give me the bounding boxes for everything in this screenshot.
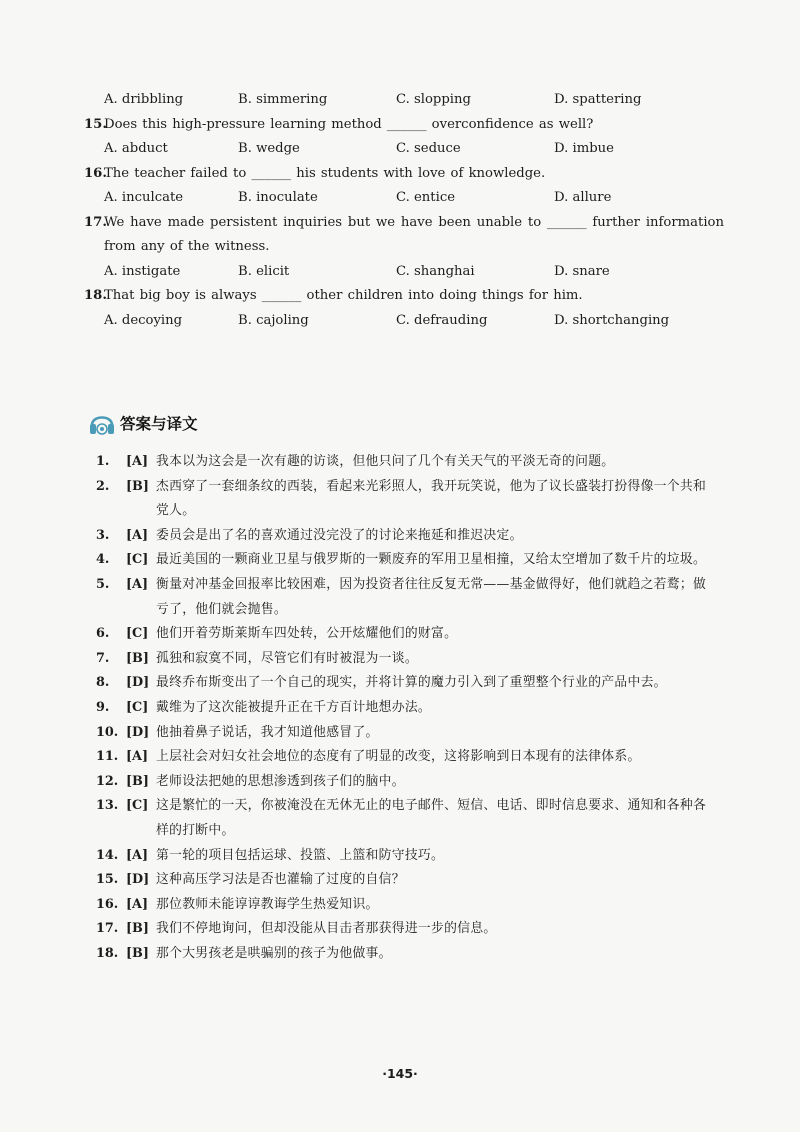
option-d: D. shortchanging <box>554 312 670 328</box>
question-16 <box>84 162 724 187</box>
answer-number: 12. <box>96 773 119 789</box>
page-number: ·145· <box>382 1066 418 1081</box>
answer-number: 6. <box>96 626 110 642</box>
answer-item <box>96 671 716 696</box>
question-stem: Does this high-pressure learning method ______ overconfidence as well? <box>104 116 594 132</box>
answer-translation: 我本以为这会是一次有趣的访谈，但他只问了几个有关天气的平淡无奇的问题。 <box>156 454 615 469</box>
answer-key: [A] <box>126 896 149 912</box>
answer-item <box>96 844 716 869</box>
answer-item <box>96 475 716 524</box>
answer-key: [C] <box>126 626 149 642</box>
exercise-questions <box>84 88 724 333</box>
option-b: B. inoculate <box>238 190 318 205</box>
question-stem: The teacher failed to ______ his students with love of knowledge. <box>104 165 546 181</box>
question-17-options <box>84 260 724 285</box>
question-18 <box>84 284 724 309</box>
answer-number: 2. <box>96 478 110 494</box>
answer-translation: 老师设法把她的思想渗透到孩子们的脑中。 <box>156 773 405 789</box>
answer-number: 16. <box>96 896 119 912</box>
answer-key: [A] <box>126 527 149 543</box>
answer-number: 10. <box>96 724 119 740</box>
answer-item <box>96 647 716 672</box>
headphones-icon <box>88 408 116 438</box>
answer-key: [B] <box>126 773 149 789</box>
answer-item <box>96 868 716 893</box>
option-d: D. spattering <box>554 92 642 107</box>
option-c: C. slopping <box>396 92 471 107</box>
question-stem: That big boy is always ______ other children into doing things for him. <box>104 288 583 303</box>
option-d: D. allure <box>554 190 612 205</box>
answer-key: [B] <box>126 478 149 494</box>
answer-item <box>96 770 716 795</box>
answer-key: [D] <box>126 675 150 691</box>
option-a: A. inculcate <box>104 190 184 205</box>
answer-translation: 最终乔布斯变出了一个自己的现实，并将计算的魔力引入到了重塑整个行业的产品中去。 <box>156 675 667 691</box>
answer-translation: 孤独和寂寞不同，尽管它们有时被混为一谈。 <box>156 650 418 666</box>
answer-number: 17. <box>96 921 119 937</box>
answer-number: 1. <box>96 454 110 469</box>
answer-key: [A] <box>126 749 149 765</box>
answer-translation: 这是繁忙的一天，你被淹没在无休无止的电子邮件、短信、电话、即时信息要求、通知和各种各样的打断中。 <box>156 798 707 838</box>
question-number: 16. <box>84 165 107 181</box>
answer-key: [C] <box>126 798 149 814</box>
option-a: A. dribbling <box>104 92 184 107</box>
answer-key: [B] <box>126 945 149 961</box>
answer-number: 15. <box>96 872 119 888</box>
answer-translation: 那个大男孩老是哄骗别的孩子为他做事。 <box>156 945 392 961</box>
answer-item <box>96 721 716 746</box>
question-15 <box>84 113 724 138</box>
answer-key: [A] <box>126 847 149 863</box>
answer-number: 3. <box>96 527 110 543</box>
answer-number: 9. <box>96 699 110 715</box>
answer-number: 4. <box>96 552 110 568</box>
question-number: 15. <box>84 116 107 132</box>
question-stem: We have made persistent inquiries but we have been unable to ______ further information from any of the witness. <box>104 214 724 254</box>
answer-item <box>96 622 716 647</box>
answer-translation: 戴维为了这次能被提升正在千方百计地想办法。 <box>156 699 432 715</box>
answer-translation: 衡量对冲基金回报率比较困难，因为投资者往往反复无常——基金做得好，他们就趋之若鹜；做亏了，他们就会抛售。 <box>156 576 707 617</box>
option-d: D. imbue <box>554 141 614 156</box>
answer-number: 11. <box>96 749 119 765</box>
question-17 <box>84 211 724 260</box>
question-number: 17. <box>84 214 107 230</box>
option-d: D. snare <box>554 263 610 279</box>
answer-key: [B] <box>126 650 149 666</box>
option-b: B. cajoling <box>238 312 309 328</box>
answer-list <box>96 450 716 966</box>
answer-item <box>96 450 716 475</box>
answer-translation: 杰西穿了一套细条纹的西装，看起来光彩照人，我开玩笑说，他为了议长盛装打扮得像一个共和党人。 <box>156 478 707 519</box>
answer-item <box>96 573 716 622</box>
answer-item <box>96 745 716 770</box>
answer-translation: 第一轮的项目包括运球、投篮、上篮和防守技巧。 <box>156 847 445 863</box>
question-14-options <box>84 88 724 113</box>
option-b: B. simmering <box>238 92 328 107</box>
answer-translation: 他们开着劳斯莱斯车四处转，公开炫耀他们的财富。 <box>156 626 458 642</box>
answer-number: 14. <box>96 847 119 863</box>
option-c: C. seduce <box>396 141 461 156</box>
answer-item <box>96 548 716 573</box>
question-16-options <box>84 186 724 211</box>
answer-key: [C] <box>126 552 149 568</box>
question-number: 18. <box>84 288 107 303</box>
answer-number: 7. <box>96 650 110 666</box>
answer-item <box>96 794 716 843</box>
option-a: A. instigate <box>104 263 181 279</box>
option-c: C. entice <box>396 190 456 205</box>
option-b: B. wedge <box>238 141 300 156</box>
answer-item <box>96 917 716 942</box>
answer-item <box>96 942 716 967</box>
option-c: C. shanghai <box>396 263 475 279</box>
question-18-options <box>84 309 724 334</box>
answer-key: [A] <box>126 576 149 592</box>
question-15-options <box>84 137 724 162</box>
answer-number: 8. <box>96 675 110 691</box>
answer-translation: 这种高压学习法是否也灌输了过度的自信？ <box>156 872 405 888</box>
answer-key: [A] <box>126 454 149 469</box>
option-a: A. abduct <box>104 141 168 156</box>
option-a: A. decoying <box>104 312 183 328</box>
option-c: C. defrauding <box>396 312 488 328</box>
answer-section-header <box>88 408 198 438</box>
answer-item <box>96 696 716 721</box>
answer-translation: 那位教师未能谆谆教诲学生热爱知识。 <box>156 896 379 912</box>
answer-item <box>96 524 716 549</box>
answer-translation: 上层社会对妇女社会地位的态度有了明显的改变，这将影响到日本现有的法律体系。 <box>156 749 641 765</box>
answer-key: [D] <box>126 724 150 740</box>
answer-section-title: 答案与译文 <box>120 415 198 433</box>
option-b: B. elicit <box>238 263 290 279</box>
answer-translation: 他抽着鼻子说话，我才知道他感冒了。 <box>156 724 379 740</box>
answer-key: [B] <box>126 921 149 937</box>
answer-item <box>96 893 716 918</box>
answer-key: [D] <box>126 872 150 888</box>
answer-translation: 最近美国的一颗商业卫星与俄罗斯的一颗废弃的军用卫星相撞，又给太空增加了数千片的垃圾。 <box>156 552 707 568</box>
answer-number: 13. <box>96 798 119 814</box>
answer-key: [C] <box>126 699 149 715</box>
answer-translation: 委员会是出了名的喜欢通过没完没了的讨论来拖延和推迟决定。 <box>156 527 523 543</box>
answer-translation: 我们不停地询问，但却没能从目击者那获得进一步的信息。 <box>156 921 497 937</box>
answer-number: 18. <box>96 945 119 961</box>
answer-number: 5. <box>96 576 110 592</box>
